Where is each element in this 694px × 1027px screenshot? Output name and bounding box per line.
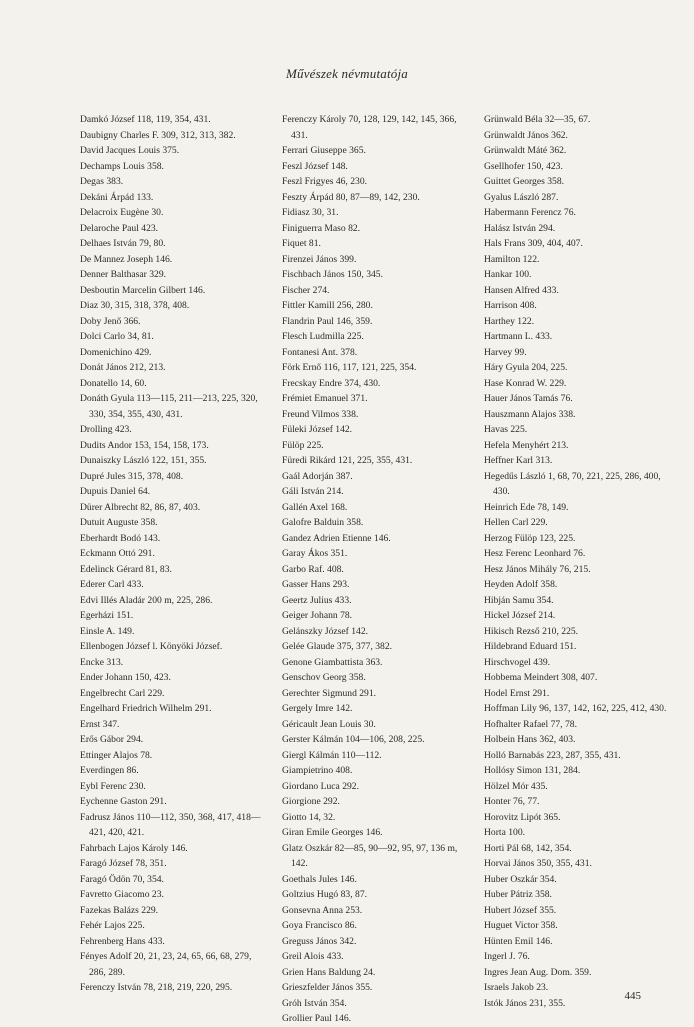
index-entry: Encke 313.: [80, 656, 124, 668]
index-entry: David Jacques Louis 375.: [80, 145, 180, 156]
index-entry: Giordano Luca 292.: [282, 780, 359, 792]
index-entry: Fischbach János 150, 345.: [282, 269, 383, 280]
index-entry: Gelée Glaude 375, 377, 382.: [282, 641, 393, 652]
index-entry: Delacroix Eugène 30.: [80, 207, 164, 218]
index-entry: Genone Giambattista 363.: [282, 656, 383, 668]
index-entry: Istók János 231, 355.: [484, 997, 566, 1009]
index-entry: Dekáni Árpád 133.: [80, 191, 154, 203]
index-entry: Hartmann L. 433.: [484, 331, 553, 342]
index-entry: Hals Frans 309, 404, 407.: [484, 238, 583, 249]
index-entry: Feszl Frigyes 46, 230.: [282, 176, 368, 187]
index-entry: Honter 76, 77.: [484, 796, 540, 807]
index-entry: Holló Barnabás 223, 287, 355, 431.: [484, 749, 621, 761]
index-entry: Doby Jenő 366.: [80, 315, 141, 327]
index-entry: Füleki József 142.: [282, 424, 353, 435]
index-entry: Grünwald Béla 32—35, 67.: [484, 114, 591, 125]
index-entry: Gelánszky József 142.: [282, 625, 369, 637]
index-entry: Finiguerra Maso 82.: [282, 222, 361, 234]
index-column-1: [80, 112, 268, 996]
index-entry: Ederer Carl 433.: [80, 579, 144, 590]
index-entry: Halász István 294.: [484, 222, 556, 234]
index-entry: Flesch Ludmilla 225.: [282, 331, 364, 342]
index-entry: Heyden Adolf 358.: [484, 579, 558, 590]
index-entry: Fazekas Balázs 229.: [80, 904, 159, 916]
index-entry: Hansen Alfred 433.: [484, 284, 559, 296]
index-entry: Firenzei János 399.: [282, 253, 357, 265]
index-entry: Hollósy Simon 131, 284.: [484, 765, 581, 776]
index-entry: Gandez Adrien Etienne 146.: [282, 532, 391, 544]
index-entry: Gallén Axel 168.: [282, 501, 348, 513]
index-entry: Daubigny Charles F. 309, 312, 313, 382.: [80, 129, 236, 141]
index-entry: Ferrari Giuseppe 365.: [282, 145, 366, 156]
index-entry: Erős Gábor 294.: [80, 734, 144, 745]
index-entry: Drolling 423.: [80, 424, 132, 435]
index-entry: Ellenbogen József l. Könyöki József.: [80, 641, 223, 652]
index-entry: Faragó Ödön 70, 354.: [80, 873, 164, 885]
index-entry: Hofhalter Rafael 77, 78.: [484, 718, 577, 730]
index-entry: Eychenne Gaston 291.: [80, 796, 167, 807]
index-entry: Galofre Balduin 358.: [282, 517, 364, 528]
page-title: Művészek névmutatója: [285, 66, 409, 81]
index-entry: Ernst 347.: [80, 718, 120, 730]
index-entry: Dutuit Auguste 358.: [80, 517, 158, 528]
index-entry: Hölzel Mór 435.: [484, 780, 548, 792]
index-entry: Ingres Jean Aug. Dom. 359.: [484, 966, 592, 978]
index-entry: Frecskay Endre 374, 430.: [282, 377, 381, 389]
index-entry: Hauer János Tamás 76.: [484, 393, 573, 404]
index-entry: Favretto Giacomo 23.: [80, 889, 164, 900]
index-entry: Gróh István 354.: [282, 997, 347, 1009]
index-entry: Ingerl J. 76.: [484, 951, 530, 962]
index-entry: Fehrenberg Hans 433.: [80, 935, 165, 947]
index-entry: Engelbrecht Carl 229.: [80, 687, 165, 699]
index-entry: Hellen Carl 229.: [484, 517, 548, 528]
index-entry: Hubert József 355.: [484, 904, 557, 916]
index-entry: Geertz Julius 433.: [282, 594, 352, 606]
index-entry: Giran Emile Georges 146.: [282, 827, 383, 838]
index-entry: Garay Ákos 351.: [282, 548, 348, 559]
index-entry: Hobbema Meindert 308, 407.: [484, 672, 598, 683]
index-entry: Hegedűs László 1, 68, 70, 221, 225, 286, 400, 430.: [484, 470, 661, 497]
index-column-3: [484, 112, 679, 1011]
index-entry: Hikisch Rezső 210, 225.: [484, 625, 579, 637]
index-entry: Feszty Árpád 80, 87—89, 142, 230.: [282, 191, 420, 203]
index-entry: Hünten Emil 146.: [484, 935, 553, 947]
index-entry: Gáli István 214.: [282, 486, 344, 497]
index-entry: Hirschvogel 439.: [484, 656, 551, 668]
index-entry: Heinrich Ede 78, 149.: [484, 501, 569, 513]
index-entry: Fittler Kamill 256, 280.: [282, 300, 373, 311]
index-entry: Gsellhofer 150, 423.: [484, 160, 563, 172]
index-entry: Fényes Adolf 20, 21, 23, 24, 65, 66, 68, 279, 286, 289.: [80, 951, 252, 978]
index-entry: Giorgione 292.: [282, 796, 340, 807]
index-entry: Frémiet Emanuel 371.: [282, 393, 368, 404]
index-entry: Donatello 14, 60.: [80, 377, 147, 389]
index-entry: Dupré Jules 315, 378, 408.: [80, 470, 184, 482]
index-entry: Hefela Menyhért 213.: [484, 439, 569, 451]
index-entry: Faragó József 78, 351.: [80, 858, 167, 869]
index-entry: Harrison 408.: [484, 300, 537, 311]
index-entry: Eybl Ferenc 230.: [80, 780, 146, 792]
index-entry: Fadrusz János 110—112, 350, 368, 417, 418—421, 420, 421.: [80, 811, 261, 838]
index-entry: Horvai János 350, 355, 431.: [484, 858, 592, 869]
index-entry: Harthey 122.: [484, 315, 535, 327]
index-entry: Hesz Ferenc Leonhard 76.: [484, 548, 586, 559]
index-entry: Fontanesi Ant. 378.: [282, 346, 358, 358]
index-entry: Desboutin Marcelin Gilbert 146.: [80, 284, 206, 296]
index-entry: Hesz János Mihály 76, 215.: [484, 563, 591, 575]
index-entry: Hickel József 214.: [484, 610, 556, 621]
index-entry: Giampietrino 408.: [282, 765, 353, 776]
index-entry: Herzog Fülöp 123, 225.: [484, 532, 576, 544]
index-entry: Giergl Kálmán 110—112.: [282, 749, 382, 761]
index-entry: Grollier Paul 146.: [282, 1013, 352, 1024]
index-entry: Fahrbach Lajos Károly 146.: [80, 842, 188, 854]
index-entry: Gyalus László 287.: [484, 191, 559, 203]
index-entry: Hauszmann Alajos 338.: [484, 408, 576, 420]
index-entry: Goethals Jules 146.: [282, 873, 357, 885]
index-entry: Fülöp 225.: [282, 439, 324, 451]
index-entry: Dolci Carlo 34, 81.: [80, 331, 154, 342]
index-entry: Donát János 212, 213.: [80, 362, 166, 373]
index-entry: Glatz Oszkár 82—85, 90—92, 95, 97, 136 m, 142.: [282, 842, 458, 869]
index-entry: Delaroche Paul 423.: [80, 222, 159, 234]
index-entry: Ettinger Alajos 78.: [80, 749, 153, 761]
index-entry: Ferenczy Károly 70, 128, 129, 142, 145, 366, 431.: [282, 114, 457, 141]
index-entry: Heffner Karl 313.: [484, 455, 553, 466]
index-entry: Huber Oszkár 354.: [484, 873, 557, 885]
index-entry: Greil Alois 433.: [282, 951, 344, 962]
index-entry: Habermann Ferencz 76.: [484, 207, 576, 218]
index-entry: Freund Vilmos 338.: [282, 408, 359, 420]
index-entry: Flandrin Paul 146, 359.: [282, 315, 373, 327]
index-entry: Gergely Imre 142.: [282, 703, 353, 714]
index-entry: Delhaes István 79, 80.: [80, 238, 166, 249]
index-entry: Holbein Hans 362, 403.: [484, 734, 576, 745]
index-entry: Horta 100.: [484, 827, 526, 838]
index-entry: Gonsevna Anna 253.: [282, 904, 363, 916]
index-entry: Diaz 30, 315, 318, 378, 408.: [80, 300, 190, 311]
index-entry: Horovitz Lipót 365.: [484, 811, 561, 823]
index-entry: Guittet Georges 358.: [484, 176, 565, 187]
index-entry: Hodel Ernst 291.: [484, 687, 550, 699]
index-entry: Grieszfelder János 355.: [282, 982, 373, 993]
index-entry: Engelhard Friedrich Wilhelm 291.: [80, 703, 212, 714]
index-entry: Fiquet 81.: [282, 238, 321, 249]
index-entry: Huber Pátriz 358.: [484, 889, 552, 900]
index-entry: Háry Gyula 204, 225.: [484, 362, 568, 373]
index-entry: Goltzius Hugó 83, 87.: [282, 889, 368, 900]
index-entry: Dürer Albrecht 82, 86, 87, 403.: [80, 501, 201, 513]
index-entry: Füredi Rikárd 121, 225, 355, 431.: [282, 455, 413, 466]
index-entry: Förk Ernő 116, 117, 121, 225, 354.: [282, 362, 417, 373]
index-entry: Gerechter Sigmund 291.: [282, 687, 377, 699]
index-entry: Geiger Johann 78.: [282, 610, 353, 621]
index-entry: Garbo Raf. 408.: [282, 563, 344, 575]
index-entry: Hibján Samu 354.: [484, 594, 554, 606]
page-number: 445: [624, 990, 641, 1002]
index-entry: Eckmann Ottó 291.: [80, 548, 155, 559]
index-entry: Degas 383.: [80, 176, 124, 187]
index-entry: Eberhardt Bodó 143.: [80, 532, 161, 544]
index-entry: Domenichino 429.: [80, 346, 152, 358]
index-entry: Havas 225.: [484, 424, 528, 435]
index-entry: Edelinck Gérard 81, 83.: [80, 563, 172, 575]
index-entry: Ender Johann 150, 423.: [80, 672, 171, 683]
index-entry: Géricault Jean Louis 30.: [282, 718, 376, 730]
index-entry: Grünwaldt Máté 362.: [484, 145, 567, 156]
index-entry: Einsle A. 149.: [80, 625, 135, 637]
index-entry: Grien Hans Baldung 24.: [282, 966, 376, 978]
index-entry: Hamilton 122.: [484, 253, 540, 265]
index-entry: Gerster Kálmán 104—106, 208, 225.: [282, 734, 425, 745]
index-entry: Feszl József 148.: [282, 160, 348, 172]
index-entry: Denner Balthasar 329.: [80, 269, 167, 280]
index-entry: Gaál Adorján 387.: [282, 470, 353, 482]
index-entry: Hankar 100.: [484, 269, 532, 280]
index-entry: Grünwaldt János 362.: [484, 129, 568, 141]
index-entry: Donáth Gyula 113—115, 211—213, 225, 320, 330, 354, 355, 430, 431.: [80, 393, 258, 420]
index-entry: Israels Jakob 23.: [484, 982, 549, 993]
index-entry: Giotto 14, 32.: [282, 811, 336, 823]
index-entry: Hase Konrad W. 229.: [484, 377, 567, 389]
index-entry: Gasser Hans 293.: [282, 579, 350, 590]
index-entry: Genschov Georg 358.: [282, 672, 366, 683]
index-entry: Horti Pál 68, 142, 354.: [484, 842, 572, 854]
index-entry: Hoffman Lily 96, 137, 142, 162, 225, 412, 430.: [484, 703, 667, 714]
index-entry: Ferenczy István 78, 218, 219, 220, 295.: [80, 982, 233, 993]
index-entry: Egerházi 151.: [80, 610, 134, 621]
index-entry: Greguss János 342.: [282, 935, 357, 947]
index-entry: Dudits Andor 153, 154, 158, 173.: [80, 439, 209, 451]
index-entry: Dunaiszky László 122, 151, 355.: [80, 455, 207, 466]
index-entry: Huguet Victor 358.: [484, 920, 558, 931]
index-entry: Hildebrand Eduard 151.: [484, 641, 577, 652]
index-entry: Edvi Illés Aladár 200 m, 225, 286.: [80, 594, 213, 606]
index-entry: Goya Francisco 86.: [282, 920, 357, 931]
index-entry: De Mannez Joseph 146.: [80, 253, 173, 265]
index-entry: Fidiasz 30, 31.: [282, 207, 339, 218]
index-entry: Fehér Lajos 225.: [80, 920, 145, 931]
index-entry: Dechamps Louis 358.: [80, 160, 164, 172]
index-column-2: [282, 112, 467, 1027]
index-entry: Fischer 274.: [282, 284, 330, 296]
index-entry: Dupuis Daniel 64.: [80, 486, 151, 497]
index-entry: Harvey 99.: [484, 346, 527, 358]
index-entry: Damkó József 118, 119, 354, 431.: [80, 114, 211, 125]
index-entry: Everdingen 86.: [80, 765, 139, 776]
